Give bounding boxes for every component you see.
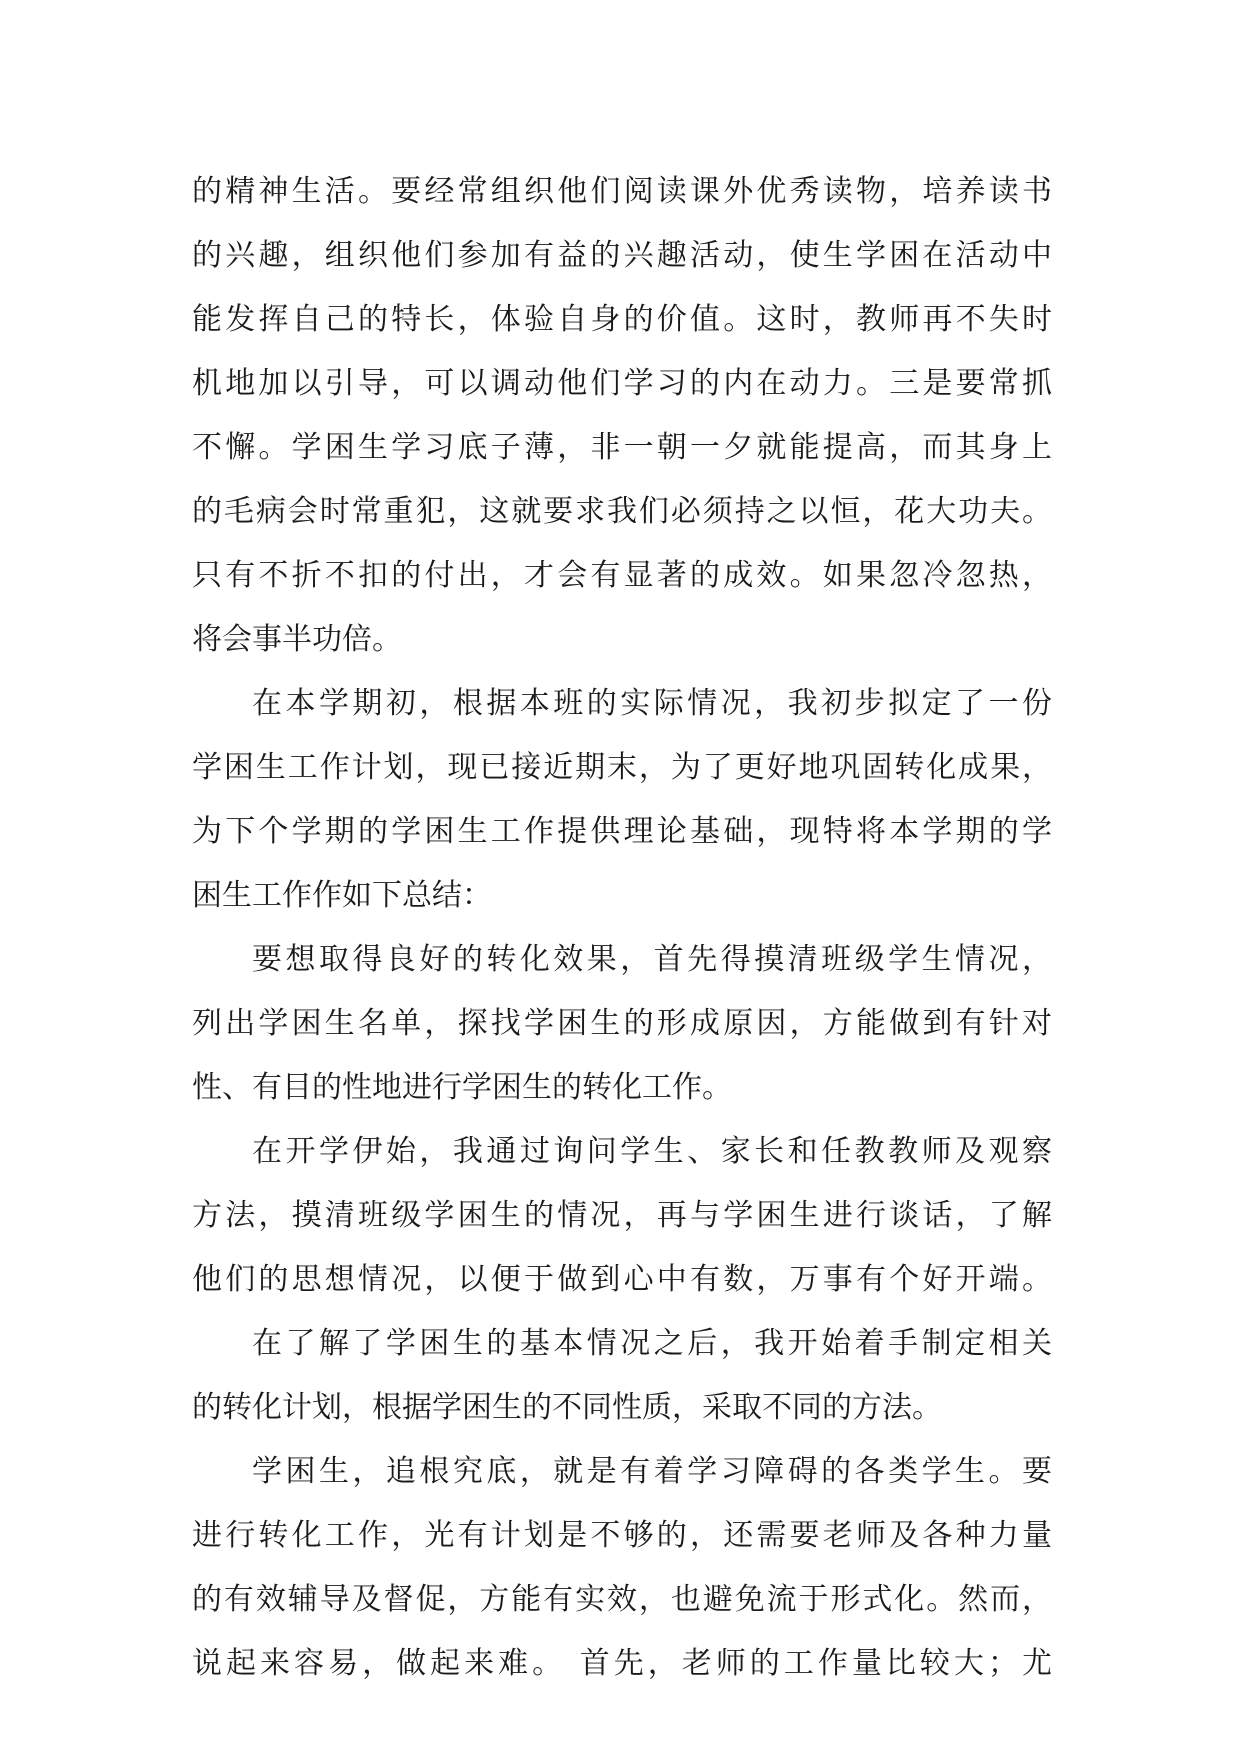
text-line: 的转化计划，根据学困生的不同性质，采取不同的方法。 xyxy=(192,1390,942,1425)
text-line: 机地加以引导，可以调动他们学习的内在动力。三是要常抓 xyxy=(192,366,1052,401)
text-line: 困生工作作如下总结： xyxy=(192,878,492,913)
text-line: 方法，摸清班级学困生的情况，再与学困生进行谈话，了解 xyxy=(192,1198,1052,1233)
text-line: 的毛病会时常重犯，这就要求我们必须持之以恒，花大功夫。 xyxy=(192,494,1052,529)
text-line: 进行转化工作，光有计划是不够的，还需要老师及各种力量 xyxy=(192,1518,1052,1553)
text-line: 列出学困生名单，探找学困生的形成原因，方能做到有针对 xyxy=(192,1006,1052,1041)
text-line: 只有不折不扣的付出，才会有显著的成效。如果忽冷忽热， xyxy=(192,558,1052,593)
text-line: 的精神生活。要经常组织他们阅读课外优秀读物，培养读书 xyxy=(192,174,1052,209)
text-line: 的有效辅导及督促，方能有实效，也避免流于形式化。然而， xyxy=(192,1582,1052,1617)
text-line: 性、有目的性地进行学困生的转化工作。 xyxy=(192,1070,732,1105)
text-line: 将会事半功倍。 xyxy=(192,622,402,657)
text-line: 不懈。学困生学习底子薄，非一朝一夕就能提高，而其身上 xyxy=(192,430,1052,465)
text-line: 为下个学期的学困生工作提供理论基础，现特将本学期的学 xyxy=(192,814,1052,849)
text-line: 学困生工作计划，现已接近期末，为了更好地巩固转化成果， xyxy=(192,750,1052,785)
body-text xyxy=(192,160,1052,1696)
paragraph-first-line: 在了解了学困生的基本情况之后，我开始着手制定相关 xyxy=(252,1326,1052,1361)
paragraph-first-line: 要想取得良好的转化效果，首先得摸清班级学生情况， xyxy=(252,942,1052,977)
text-line: 说起来容易，做起来难。 首先，老师的工作量比较大；尤 xyxy=(192,1646,1052,1681)
paragraph-first-line: 在本学期初，根据本班的实际情况，我初步拟定了一份 xyxy=(252,686,1052,721)
text-line: 能发挥自己的特长，体验自身的价值。这时，教师再不失时 xyxy=(192,302,1052,337)
paragraph-first-line: 在开学伊始，我通过询问学生、家长和任教教师及观察 xyxy=(252,1134,1052,1169)
paragraph-first-line: 学困生，追根究底，就是有着学习障碍的各类学生。要 xyxy=(252,1454,1052,1489)
text-line: 的兴趣，组织他们参加有益的兴趣活动，使生学困在活动中 xyxy=(192,238,1052,273)
text-line: 他们的思想情况，以便于做到心中有数，万事有个好开端。 xyxy=(192,1262,1052,1297)
